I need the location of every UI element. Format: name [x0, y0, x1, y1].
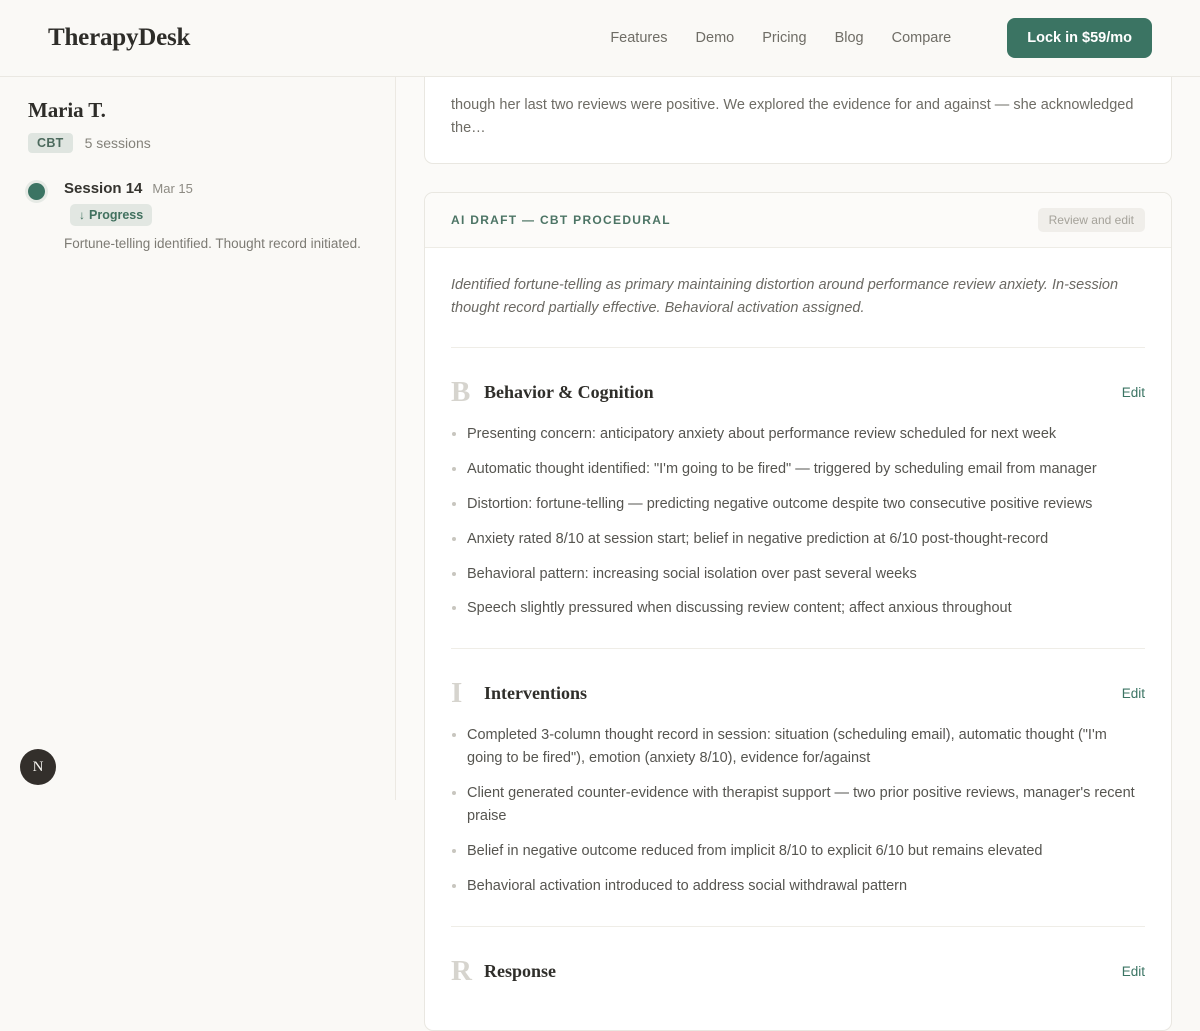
ai-draft-summary: Identified fortune-telling as primary maintaining distortion around performance review anxiety. In-session thought record partially effective. Behavioral activation assigned.: [451, 276, 1119, 317]
user-avatar-button[interactable]: N: [20, 749, 56, 785]
list-item: Automatic thought identified: "I'm going to be fired" — triggered by scheduling email from manager: [451, 458, 1145, 481]
list-item: Speech slightly pressured when discussing review content; affect anxious throughout: [451, 597, 1145, 620]
brand-logo[interactable]: TherapyDesk: [48, 24, 191, 51]
edit-section-link[interactable]: Edit: [1121, 384, 1145, 400]
list-item: Presenting concern: anticipatory anxiety about performance review scheduled for next week: [451, 423, 1145, 446]
list-item: Client generated counter-evidence with therapist support — two prior positive reviews, manager's recent praise: [451, 782, 1145, 828]
edit-section-link[interactable]: Edit: [1121, 686, 1145, 702]
session-notes-content: [396, 77, 1200, 987]
progress-badge-label: Progress: [89, 208, 144, 222]
section-bullet-list: [451, 423, 1145, 620]
nav-item-pricing[interactable]: Pricing: [762, 30, 807, 46]
section-title: Behavior & Cognition: [484, 381, 654, 402]
section-title: Response: [484, 960, 557, 981]
main-navigation: [610, 18, 1152, 58]
previous-note-text: though her last two reviews were positive. We explored the evidence for and against — she acknowledged the…: [451, 97, 1134, 137]
edit-section-link[interactable]: Edit: [1121, 963, 1145, 979]
ai-draft-label: AI DRAFT — CBT PROCEDURAL: [451, 212, 671, 227]
down-arrow-icon: ↓: [79, 208, 85, 222]
section-response: [451, 926, 1145, 1030]
lock-in-price-button[interactable]: Lock in $59/mo: [1007, 18, 1152, 58]
section-letter-icon: R: [451, 954, 472, 987]
nav-item-blog[interactable]: Blog: [834, 30, 864, 46]
nav-item-features[interactable]: Features: [610, 30, 668, 46]
list-item: Behavioral pattern: increasing social isolation over past several weeks: [451, 563, 1145, 586]
nav-item-compare[interactable]: Compare: [891, 30, 952, 46]
list-item: Anxiety rated 8/10 at session start; belief in negative prediction at 6/10 post-thought-record: [451, 528, 1145, 551]
client-name: Maria T.: [28, 98, 106, 122]
section-letter-icon: I: [451, 677, 463, 710]
session-count-label: 5 sessions: [84, 135, 151, 151]
client-sidebar: [0, 77, 396, 800]
progress-badge: [70, 204, 152, 226]
session-list-item[interactable]: [28, 180, 367, 254]
client-meta: [28, 133, 367, 153]
list-item: Distortion: fortune-telling — predicting negative outcome despite two consecutive positive reviews: [451, 493, 1145, 516]
session-row: [64, 180, 367, 197]
list-item: Completed 3-column thought record in session: situation (scheduling email), automatic thought ("I'm going to be fired"), emotion (anxiety 8/10), evidence for/against: [451, 724, 1145, 770]
section-bullet-list: [451, 724, 1145, 897]
list-item: Behavioral activation introduced to address social withdrawal pattern: [451, 875, 1145, 898]
site-header: [0, 0, 1200, 77]
section-interventions: [451, 648, 1145, 925]
section-title: Interventions: [484, 683, 587, 704]
session-status-dot-icon: [28, 183, 45, 200]
session-list: [28, 180, 367, 254]
section-behavior-cognition: [451, 347, 1145, 648]
ai-draft-body: [425, 248, 1171, 1030]
ai-draft-header: [425, 193, 1171, 248]
ai-draft-card: [424, 192, 1172, 1031]
section-letter-icon: B: [451, 375, 471, 408]
section-header: [451, 375, 1145, 408]
section-header: [451, 954, 1145, 987]
section-header: [451, 679, 1145, 708]
session-date: Mar 15: [152, 181, 193, 196]
session-note: Fortune-telling identified. Thought record initiated.: [64, 236, 361, 251]
review-and-edit-pill[interactable]: Review and edit: [1038, 208, 1145, 232]
modality-badge: CBT: [28, 133, 73, 153]
nav-item-demo[interactable]: Demo: [695, 30, 735, 46]
list-item: Belief in negative outcome reduced from implicit 8/10 to explicit 6/10 but remains elevated: [451, 840, 1145, 863]
page-body: [0, 77, 1200, 987]
session-title: Session 14: [64, 180, 143, 197]
